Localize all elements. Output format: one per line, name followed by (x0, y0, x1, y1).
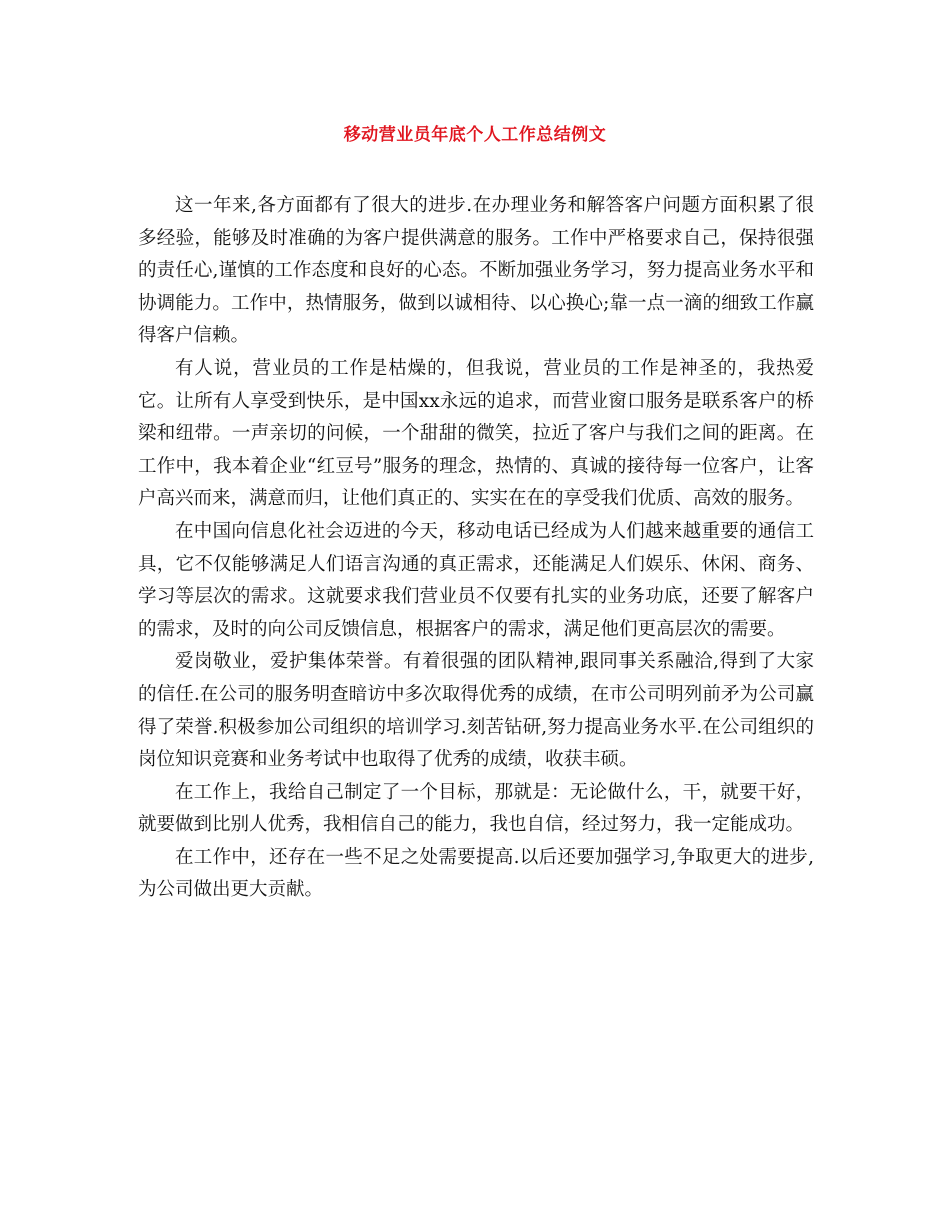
paragraph-2: 有人说，营业员的工作是枯燥的，但我说，营业员的工作是神圣的，我热爱它。让所有人享受到快乐，是中国xx永远的追求，而营业窗口服务是联系客户的桥梁和纽带。一声亲切的问候，一个甜甜的微笑，拉近了客户与我们之间的距离。在工作中，我本着企业“红豆号”服务的理念，热情的、真诚的接待每一位客户，让客户高兴而来，满意而归，让他们真正的、实实在在的享受我们优质、高效的服务。 (138, 357, 814, 510)
paragraph-3: 在中国向信息化社会迈进的今天，移动电话已经成为人们越来越重要的通信工具，它不仅能够满足人们语言沟通的真正需求，还能满足人们娱乐、休闲、商务、学习等层次的需求。这就要求我们营业员不仅要有扎实的业务功底，还要了解客户的需求，及时的向公司反馈信息，根据客户的需求，满足他们更高层次的需要。 (138, 520, 814, 640)
paragraph-4: 爱岗敬业，爱护集体荣誉。有着很强的团队精神,跟同事关系融洽,得到了大家的信任.在公司的服务明查暗访中多次取得优秀的成绩，在市公司明列前矛为公司赢得了荣誉.积极参加公司组织的培训学习.刻苦钻研,努力提高业务水平.在公司组织的岗位知识竞赛和业务考试中也取得了优秀的成绩，收获丰硕。 (138, 651, 814, 771)
paragraph-5: 在工作上，我给自己制定了一个目标，那就是：无论做什么，干，就要干好，就要做到比别人优秀，我相信自己的能力，我也自信，经过努力，我一定能成功。 (138, 781, 814, 836)
paragraph-1: 这一年来,各方面都有了很大的进步.在办理业务和解答客户问题方面积累了很多经验，能够及时准确的为客户提供满意的服务。工作中严格要求自己，保持很强的责任心,谨慎的工作态度和良好的心态。不断加强业务学习，努力提高业务水平和协调能力。工作中，热情服务，做到以诚相待、以心换心;靠一点一滴的细致工作赢得客户信赖。 (138, 195, 814, 347)
document-title: 移动营业员年底个人工作总结例文 (343, 125, 607, 145)
paragraph-6: 在工作中，还存在一些不足之处需要提高.以后还要加强学习,争取更大的进步,为公司做出更大贡献。 (138, 846, 814, 901)
document-body (138, 190, 814, 907)
